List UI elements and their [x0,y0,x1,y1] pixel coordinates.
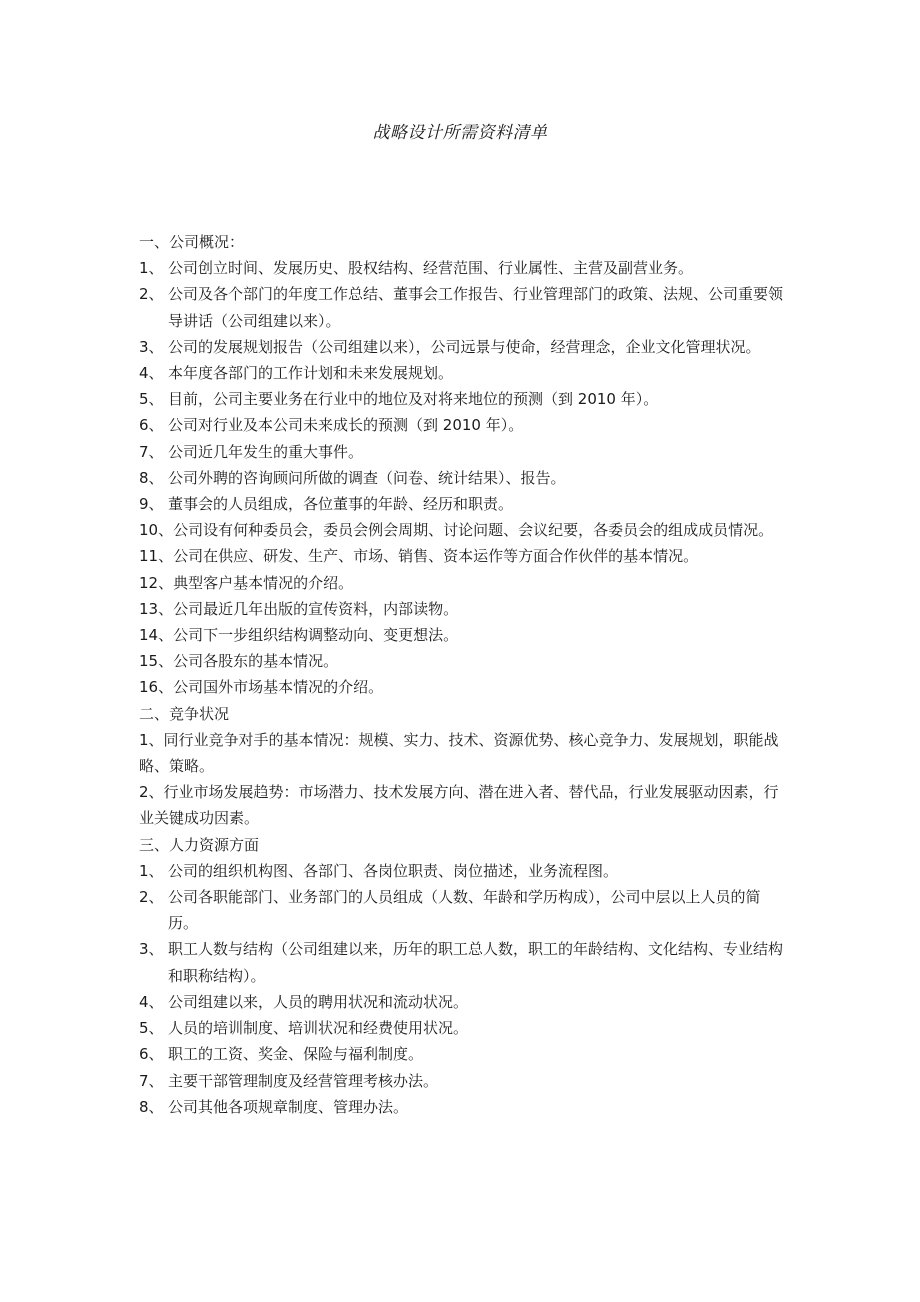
item-text: 公司在供应、研发、生产、市场、销售、资本运作等方面合作伙伴的基本情况。 [173,547,699,566]
item-number: 8、 [139,1097,164,1116]
item-text: 本年度各部门的工作计划和未来发展规划。 [168,364,454,383]
item-number: 5、 [139,1019,164,1038]
item-number: 1、 [139,730,164,749]
item-text: 职工人数与结构（公司组建以来，历年的职工总人数，职工的年龄结构、文化结构、专业结构和职称结构）。 [168,940,784,985]
item-text: 人员的培训制度、培训状况和经费使用状况。 [168,1019,469,1038]
item-text: 公司各股东的基本情况。 [173,652,339,671]
item-text: 公司其他各项规章制度、管理办法。 [168,1097,409,1116]
item-number: 1、 [139,861,164,880]
item-number: 3、 [139,940,164,959]
list-item [139,439,789,465]
item-number: 7、 [139,1071,164,1090]
section-heading: 三、人力资源方面 [139,835,260,854]
document-body [139,229,789,1120]
list-item [139,412,789,438]
item-number: 8、 [139,468,164,487]
list-item [139,989,789,1015]
item-text: 典型客户基本情况的介绍。 [173,573,354,592]
list-item [139,491,789,517]
item-text: 公司近几年发生的重大事件。 [168,442,364,461]
item-text: 董事会的人员组成，各位董事的年龄、经历和职责。 [168,495,514,514]
item-text: 行业市场发展趋势：市场潜力、技术发展方向、潜在进入者、替代品，行业发展驱动因素，行业关键成功因素。 [139,783,779,828]
item-text: 主要干部管理制度及经营管理考核办法。 [168,1071,439,1090]
item-number: 11、 [139,547,174,566]
list-item [139,727,789,779]
section-heading: 二、竞争状况 [139,704,230,723]
item-text: 公司的发展规划报告（公司组建以来），公司远景与使命，经营理念，企业文化管理状况。 [168,337,761,356]
item-text: 公司及各个部门的年度工作总结、董事会工作报告、行业管理部门的政策、法规、公司重要领导讲话（公司组建以来）。 [168,285,784,330]
item-text: 公司的组织机构图、各部门、各岗位职责、岗位描述，业务流程图。 [168,861,619,880]
item-number: 7、 [139,442,164,461]
section-heading: 一、公司概况： [139,233,245,251]
item-number: 2、 [139,285,164,304]
item-text: 公司组建以来，人员的聘用状况和流动状况。 [168,992,469,1011]
item-text: 公司下一步组织结构调整动向、变更想法。 [173,626,459,645]
item-number: 14、 [139,626,174,645]
item-text: 同行业竞争对手的基本情况：规模、实力、技术、资源优势、核心竞争力、发展规划，职能战略、策略。 [139,730,779,776]
list-item [139,936,789,988]
list-item [139,570,789,596]
list-item [139,884,789,936]
list-item [139,1041,789,1067]
list-item [139,1068,789,1094]
list-item [139,360,789,386]
item-number: 4、 [139,992,164,1011]
item-number: 4、 [139,364,164,383]
list-item [139,596,789,622]
item-text: 公司外聘的咨询顾问所做的调查（问卷、统计结果）、报告。 [168,468,566,487]
item-number: 6、 [139,416,164,435]
item-number: 2、 [139,888,164,907]
item-text: 公司对行业及本公司未来成长的预测（到 2010 年）。 [168,416,524,435]
item-text: 职工的工资、奖金、保险与福利制度。 [168,1045,424,1064]
item-number: 12、 [139,573,174,592]
list-item [139,779,789,831]
list-item [139,648,789,674]
item-number: 16、 [139,678,174,697]
item-number: 1、 [139,259,164,278]
list-item [139,858,789,884]
item-number: 3、 [139,337,164,356]
list-item [139,1015,789,1041]
list-item [139,465,789,491]
item-text: 公司国外市场基本情况的介绍。 [173,678,384,697]
item-text: 公司各职能部门、业务部门的人员组成（人数、年龄和学历构成），公司中层以上人员的简历。 [168,888,761,933]
page-title: 战略设计所需资料清单 [372,123,548,143]
list-item [139,386,789,412]
item-number: 15、 [139,652,174,671]
list-item [139,1094,789,1120]
item-number: 10、 [139,521,174,540]
list-item [139,334,789,360]
list-item [139,543,789,569]
item-text: 目前，公司主要业务在行业中的地位及对将来地位的预测（到 2010 年）。 [168,390,659,409]
item-number: 6、 [139,1045,164,1064]
item-text: 公司创立时间、发展历史、股权结构、经营范围、行业属性、主营及副营业务。 [168,259,694,278]
item-text: 公司设有何种委员会，委员会例会周期、讨论问题、会议纪要，各委员会的组成成员情况。 [173,521,774,540]
list-item [139,674,789,700]
list-item [139,281,789,333]
list-item [139,255,789,281]
item-number: 5、 [139,390,164,409]
item-number: 13、 [139,599,174,618]
item-number: 2、 [139,783,164,802]
item-number: 9、 [139,495,164,514]
list-item [139,517,789,543]
item-text: 公司最近几年出版的宣传资料，内部读物。 [173,599,459,618]
list-item [139,622,789,648]
